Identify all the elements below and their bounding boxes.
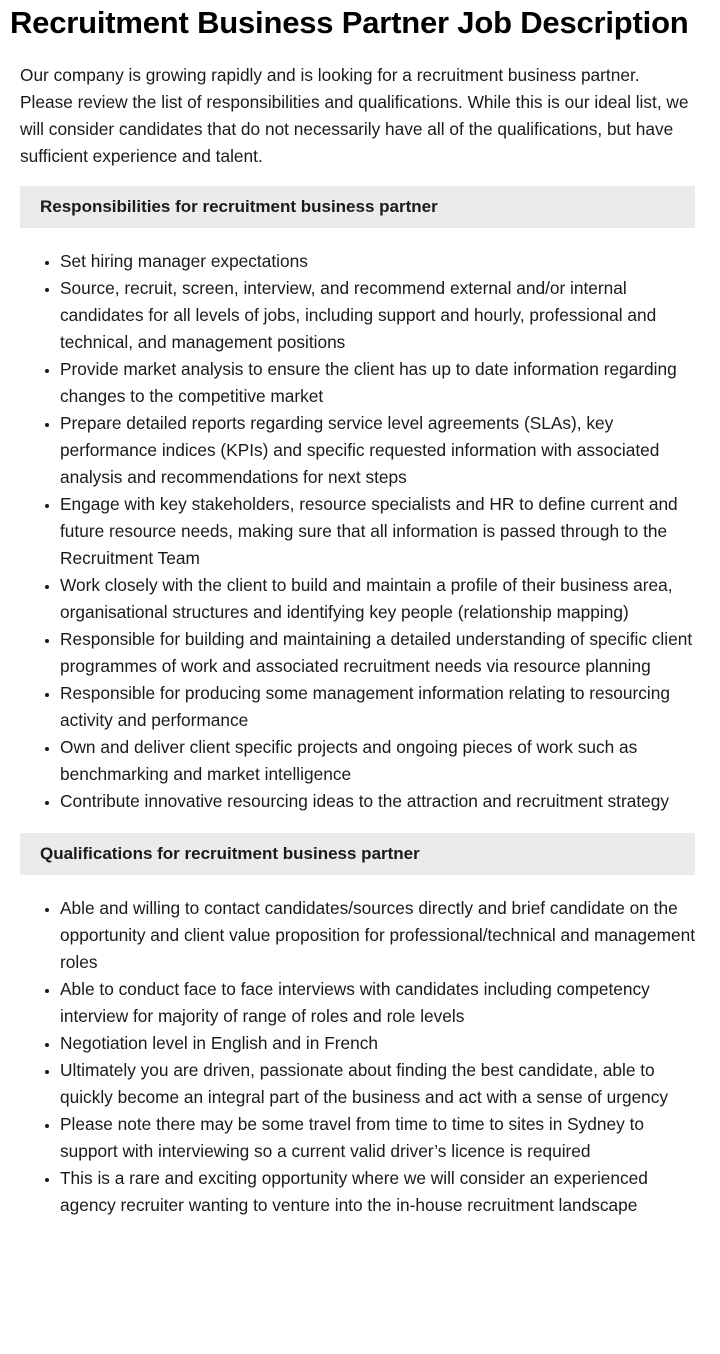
list-item: • Prepare detailed reports regarding service level agreements (SLAs), key performance indices (KPIs) and specific requested information with associated analysis and recommendations for next steps bbox=[60, 410, 695, 491]
intro-paragraph: Our company is growing rapidly and is looking for a recruitment business partner. Please review the list of responsibilities and qualifications. While this is our ideal list, we will consider candidates that do not necessarily have all of the qualifications, but have sufficient experience and talent. bbox=[20, 65, 689, 166]
responsibilities-list bbox=[20, 248, 695, 815]
list-item: • Engage with key stakeholders, resource specialists and HR to define current and future resource needs, making sure that all information is passed through to the Recruitment Team bbox=[60, 491, 695, 572]
list-item: • Negotiation level in English and in French bbox=[60, 1030, 695, 1057]
page-title: Recruitment Business Partner Job Description bbox=[10, 5, 689, 40]
list-item: • Responsible for producing some management information relating to resourcing activity and performance bbox=[60, 680, 695, 734]
list-item: • Able to conduct face to face interviews with candidates including competency interview for majority of range of roles and role levels bbox=[60, 976, 695, 1030]
list-item: • Set hiring manager expectations bbox=[60, 248, 695, 275]
list-item: • This is a rare and exciting opportunity where we will consider an experienced agency recruiter wanting to venture into the in-house recruitment landscape bbox=[60, 1165, 695, 1219]
list-item: • Own and deliver client specific projects and ongoing pieces of work such as benchmarking and market intelligence bbox=[60, 734, 695, 788]
qualifications-heading: Qualifications for recruitment business partner bbox=[20, 833, 695, 875]
list-item: • Provide market analysis to ensure the client has up to date information regarding changes to the competitive market bbox=[60, 356, 695, 410]
list-item: • Work closely with the client to build and maintain a profile of their business area, organisational structures and identifying key people (relationship mapping) bbox=[60, 572, 695, 626]
list-item: • Able and willing to contact candidates/sources directly and brief candidate on the opportunity and client value proposition for professional/technical and management roles bbox=[60, 895, 695, 976]
list-item: • Please note there may be some travel from time to time to sites in Sydney to support with interviewing so a current valid driver’s licence is required bbox=[60, 1111, 695, 1165]
qualifications-list bbox=[20, 895, 695, 1219]
responsibilities-heading: Responsibilities for recruitment business partner bbox=[20, 186, 695, 228]
list-item: • Responsible for building and maintaining a detailed understanding of specific client programmes of work and associated recruitment needs via resource planning bbox=[60, 626, 695, 680]
list-item: • Contribute innovative resourcing ideas to the attraction and recruitment strategy bbox=[60, 788, 695, 815]
list-item: • Ultimately you are driven, passionate about finding the best candidate, able to quickly become an integral part of the business and act with a sense of urgency bbox=[60, 1057, 695, 1111]
list-item: • Source, recruit, screen, interview, and recommend external and/or internal candidates for all levels of jobs, including support and hourly, professional and technical, and management positions bbox=[60, 275, 695, 356]
